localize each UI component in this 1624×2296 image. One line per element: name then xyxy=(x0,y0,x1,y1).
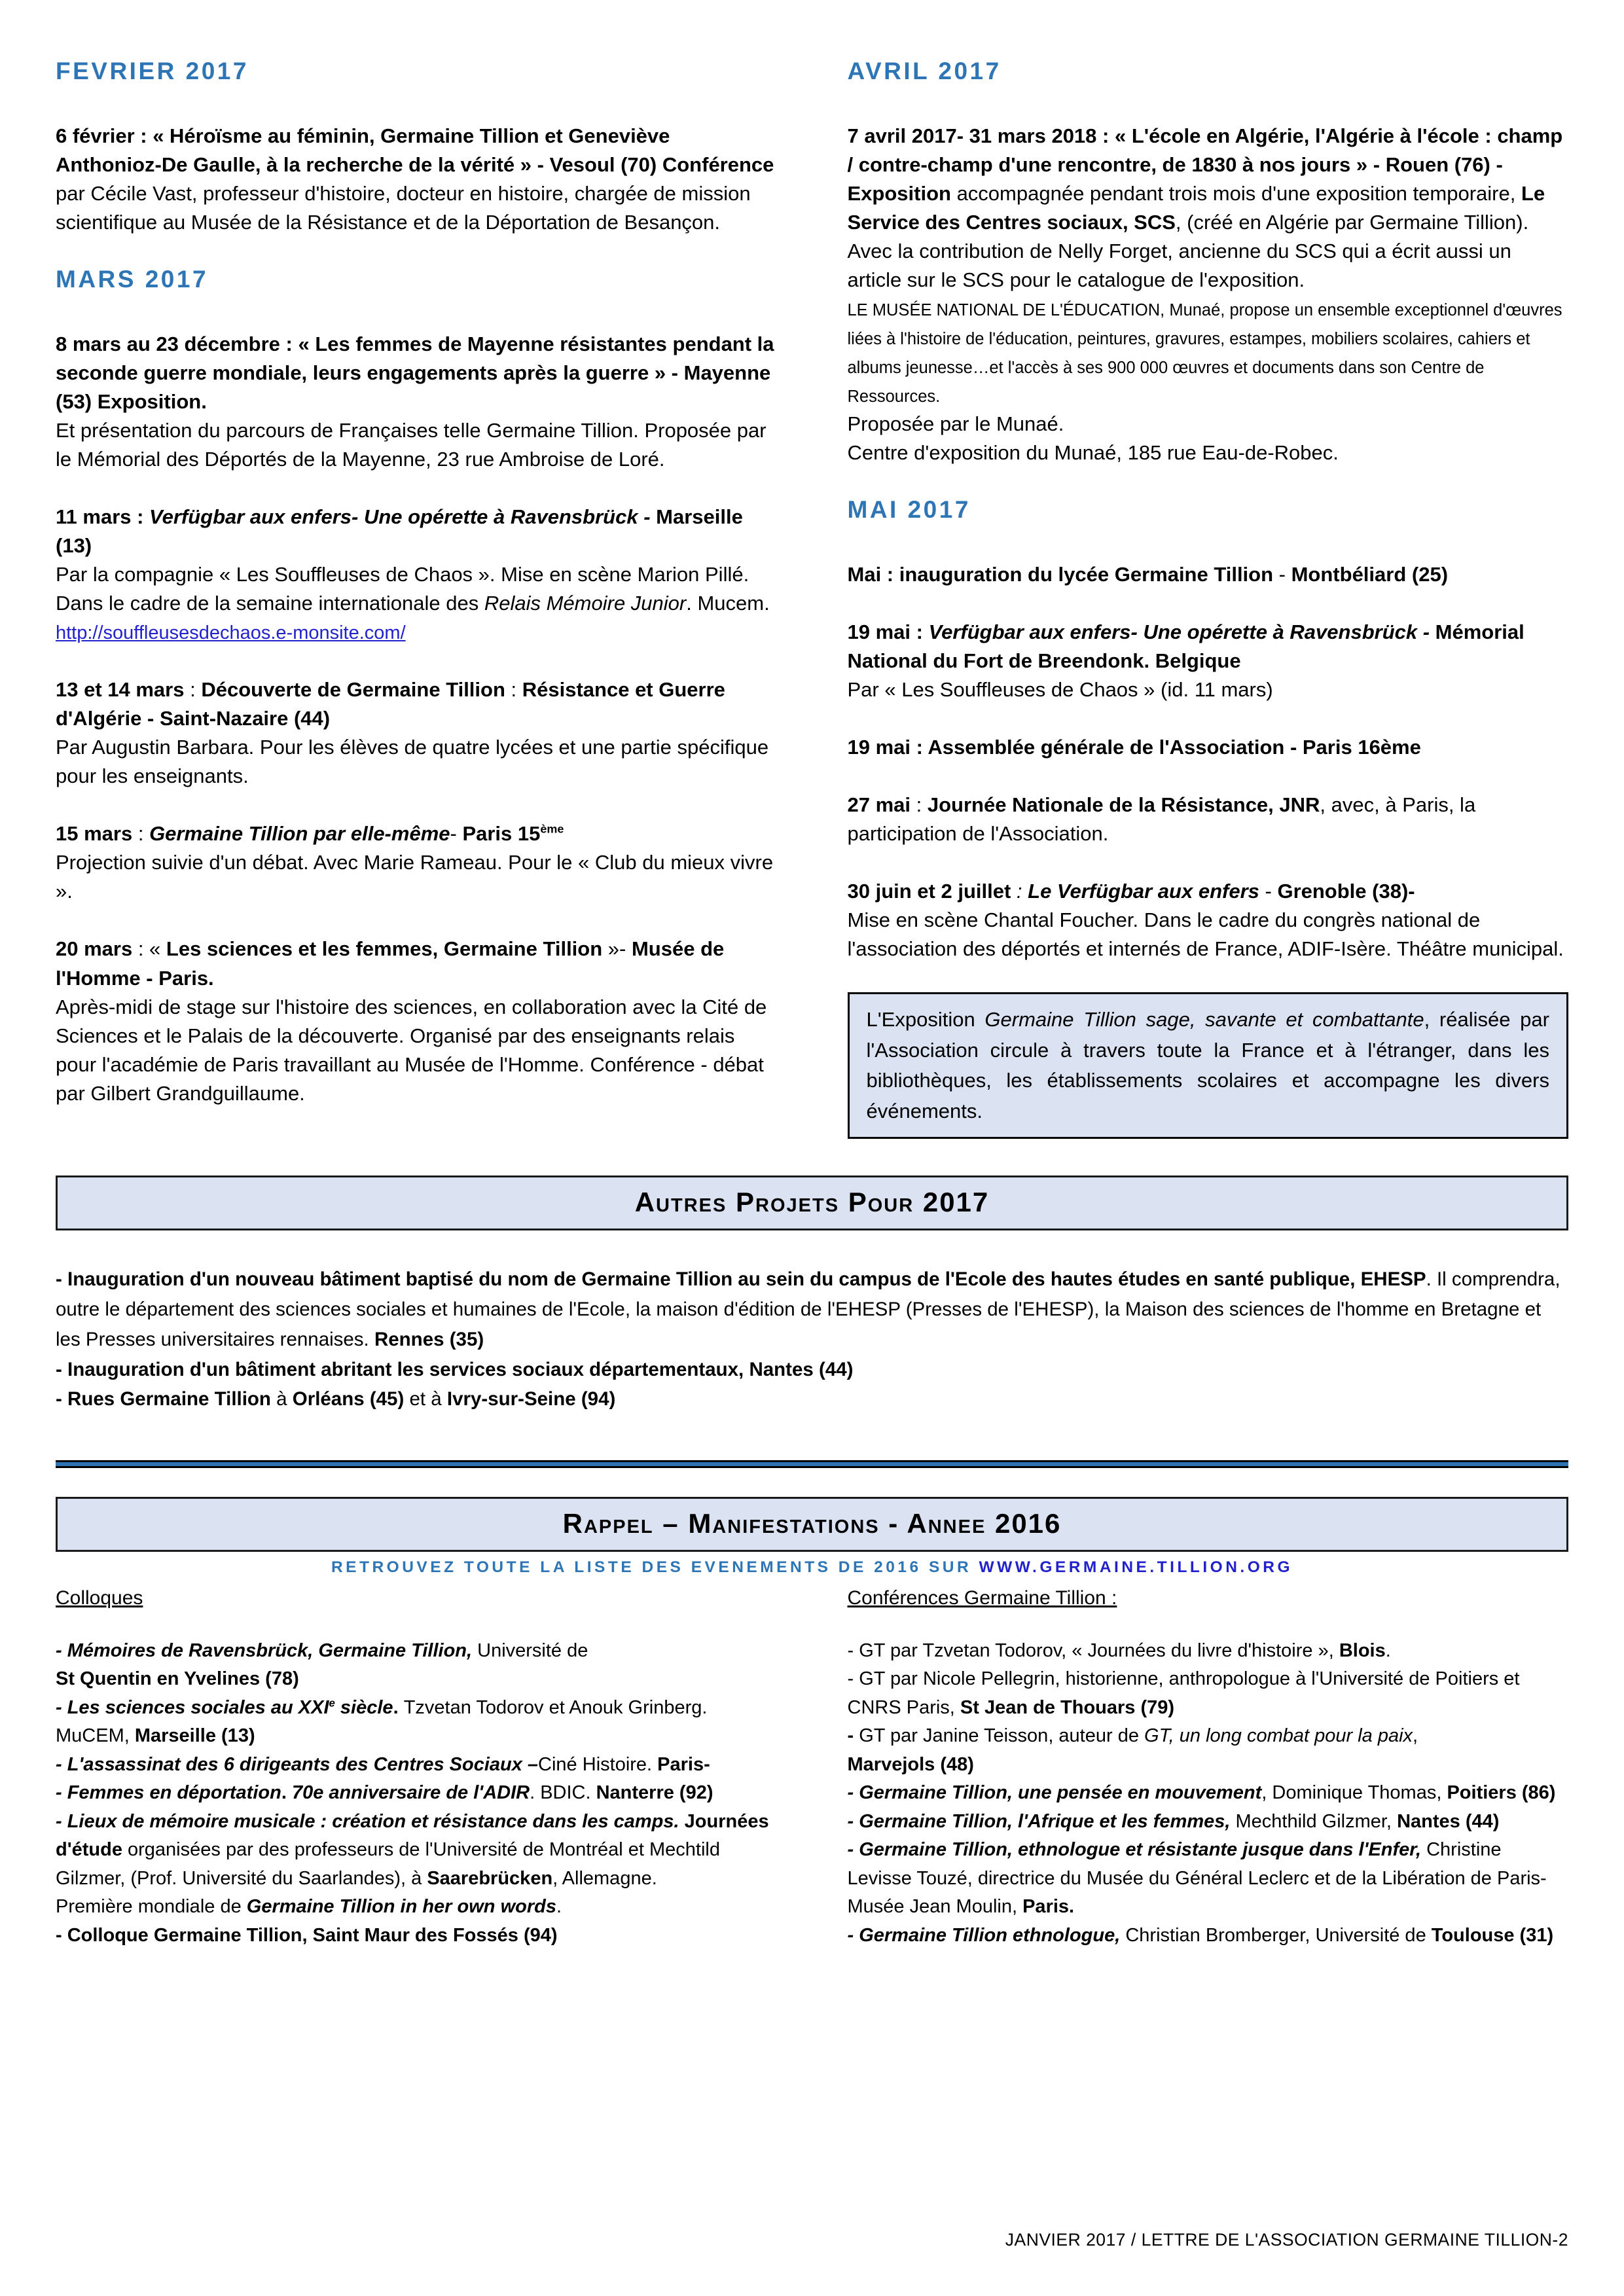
events-2016-columns xyxy=(56,1587,1568,1950)
column-right xyxy=(848,58,1569,1139)
retrouvez-text: RETROUVEZ TOUTE LA LISTE DES EVENEMENTS DE 2016 SUR xyxy=(331,1558,979,1576)
section-heading-avril-2017: AVRIL 2017 xyxy=(847,58,1001,84)
banner-autres-projets-2017 xyxy=(56,1175,1568,1230)
event-30-juin-2-juillet: 30 juin et 2 juillet : Le Verfügbar aux enfers - Grenoble (38)- Mise en scène Chantal Foucher. Dans le cadre du congrès national de l'association des déportés et internés de France, ADIF-Isère. Théâtre municipal. xyxy=(847,880,1564,961)
section-heading-mars-2017: MARS 2017 xyxy=(56,266,209,293)
event-20-mars: 20 mars : « Les sciences et les femmes, Germaine Tillion »- Musée de l'Homme - Paris. Après-midi de stage sur l'histoire des sciences, en collaboration avec la Cité de Sciences et le Palais de la découverte. Organisé par des enseignants relais pour l'académie de Paris travaillant au Musée de l'Homme. Conférence - débat par Gilbert Grandguillaume. xyxy=(56,937,767,1105)
event-8-mars: 8 mars au 23 décembre : « Les femmes de Mayenne résistantes pendant la seconde guerre mondiale, leurs engagements après la guerre » - Mayenne (53) Exposition. Et présentation du parcours de Françaises telle Germaine Tillion. Proposée par le Mémorial des Déportés de la Mayenne, 23 rue Ambroise de Loré. xyxy=(56,332,774,471)
event-11-mars xyxy=(56,503,777,647)
colloques-list: - Mémoires de Ravensbrück, Germaine Tillion, Université de St Quentin en Yvelines (78) - Les sciences sociales au XXIe siècle. Tzvetan Todorov et Anouk Grinberg. MuCEM, Marseille (13) - L'assassinat des 6 dirigeants des Centres Sociaux –Ciné Histoire. Paris- - Femmes en déportation. 70e anniversaire de l'ADIR. BDIC. Nanterre (92) - Lieux de mémoire musicale : création et résistance dans les camps. Journées d'étude organisées par des professeurs de l'Université de Montréal et Mechtild Gilzmer, (Prof. Université du Saarlandes), à Saarebrücken, Allemagne. Première mondiale de Germaine Tillion in her own words. - Colloque Germaine Tillion, Saint Maur des Fossés (94) xyxy=(56,1640,769,1946)
colloques-heading: Colloques xyxy=(56,1587,143,1609)
column-colloques xyxy=(56,1587,777,1950)
column-left xyxy=(56,58,777,1139)
projects-2017-list: - Inauguration d'un nouveau bâtiment baptisé du nom de Germaine Tillion au sein du campus de l'Ecole des hautes études en santé publique, EHESP. Il comprendra, outre le département des sciences sociales et humaines de l'Ecole, la maison d'édition de l'EHESP (Presses de l'EHESP), la Maison des sciences de l'homme en Bretagne et les Presses universitaires rennaises. Rennes (35) - Inauguration d'un bâtiment abritant les services sociaux départementaux, Nantes (44) - Rues Germaine Tillion à Orléans (45) et à Ivry-sur-Seine (94) xyxy=(56,1268,1561,1410)
section-divider-rule xyxy=(56,1460,1568,1468)
banner-rappel-2016 xyxy=(56,1497,1568,1552)
banner-autres-projets-title: Autres Projets Pour 2017 xyxy=(634,1187,990,1218)
conferences-heading: Conférences Germaine Tillion : xyxy=(847,1587,1117,1609)
section-heading-mai-2017: MAI 2017 xyxy=(847,496,971,524)
column-conferences xyxy=(848,1587,1569,1950)
section-heading-fevrier-2017: FEVRIER 2017 xyxy=(56,58,249,84)
souffleuses-de-chaos-link[interactable]: http://souffleusesdechaos.e-monsite.com/ xyxy=(56,622,406,644)
event-7-avril: 7 avril 2017- 31 mars 2018 : « L'école en Algérie, l'Algérie à l'école : champ / contre-champ d'une rencontre, de 1830 à nos jours » - Rouen (76) - Exposition accompagnée pendant trois mois d'une exposition temporaire, Le Service des Centres sociaux, SCS, (créé en Algérie par Germaine Tillion). Avec la contribution de Nelly Forget, ancienne du SCS qui a écrit aussi un article sur le SCS pour le catalogue de l'exposition. LE MUSÉE NATIONAL DE L'ÉDUCATION, Munaé, propose un ensemble exceptionnel d'œuvres liées à l'histoire de l'éducation, peintures, gravures, estampes, mobiliers scolaires, cahiers et albums jeunesse…et l'accès à ses 900 000 œuvres et documents dans son Centre de Ressources. Proposée par le Munaé. Centre d'exposition du Munaé, 185 rue Eau-de-Robec. xyxy=(847,124,1563,465)
event-13-14-mars: 13 et 14 mars : Découverte de Germaine Tillion : Résistance et Guerre d'Algérie - Saint-Nazaire (44) Par Augustin Barbara. Pour les élèves de quatre lycées et une partie spécifique pour les enseignants. xyxy=(56,678,769,788)
event-11-mars-text: 11 mars : Verfügbar aux enfers- Une opérette à Ravensbrück - Marseille (13) Par la compagnie « Les Souffleuses de Chaos ». Mise en scène Marion Pillé. Dans le cadre de la semaine internationale des Relais Mémoire Junior. Mucem. xyxy=(56,505,770,615)
event-19-mai-assemblee: 19 mai : Assemblée générale de l'Association - Paris 16ème xyxy=(847,736,1421,759)
banner-rappel-title: Rappel – Manifestations - Annee 2016 xyxy=(562,1507,1062,1539)
event-15-mars: 15 mars : Germaine Tillion par elle-même- Paris 15ème Projection suivie d'un débat. Avec Marie Rameau. Pour le « Club du mieux vivre ». xyxy=(56,822,774,903)
conferences-list: - GT par Tzvetan Todorov, « Journées du livre d'histoire », Blois. - GT par Nicole Pellegrin, historienne, anthropologue à l'Université de Poitiers et CNRS Paris, St Jean de Thouars (79) - GT par Janine Teisson, auteur de GT, un long combat pour la paix, Marvejols (48) - Germaine Tillion, une pensée en mouvement, Dominique Thomas, Poitiers (86) - Germaine Tillion, l'Afrique et les femmes, Mechthild Gilzmer, Nantes (44) - Germaine Tillion, ethnologue et résistante jusque dans l'Enfer, Christine Levisse Touzé, directrice du Musée du Général Leclerc et de la Libération de Paris-Musée Jean Moulin, Paris. - Germaine Tillion ethnologue, Christian Bromberger, Université de Toulouse (31) xyxy=(847,1640,1556,1946)
event-19-mai-verfugbar: 19 mai : Verfügbar aux enfers- Une opérette à Ravensbrück - Mémorial National du Fort de Breendonk. Belgique Par « Les Souffleuses de Chaos » (id. 11 mars) xyxy=(847,620,1525,702)
event-27-mai: 27 mai : Journée Nationale de la Résistance, JNR, avec, à Paris, la participation de l'Association. xyxy=(847,793,1476,846)
event-mai-inauguration: Mai : inauguration du lycée Germaine Tillion - Montbéliard (25) xyxy=(847,563,1449,586)
retrouvez-line xyxy=(56,1558,1568,1577)
germaine-tillion-url-link[interactable]: WWW.GERMAINE.TILLION.ORG xyxy=(979,1558,1293,1576)
event-6-fevrier: 6 février : « Héroïsme au féminin, Germaine Tillion et Geneviève Anthonioz-De Gaulle, à la recherche de la vérité » - Vesoul (70) Conférence par Cécile Vast, professeur d'histoire, docteur en histoire, chargée de mission scientifique au Musée de la Résistance et de la Déportation de Besançon. xyxy=(56,124,774,234)
exposition-info-box: L'Exposition Germaine Tillion sage, savante et combattante, réalisée par l'Association circule à travers toute la France et à l'étranger, dans les bibliothèques, les établissements scolaires et accompagne les divers événements. xyxy=(848,992,1569,1139)
page-footer: JANVIER 2017 / LETTRE DE L'ASSOCIATION GERMAINE TILLION-2 xyxy=(1005,2230,1568,2250)
events-2017-columns xyxy=(56,58,1568,1139)
